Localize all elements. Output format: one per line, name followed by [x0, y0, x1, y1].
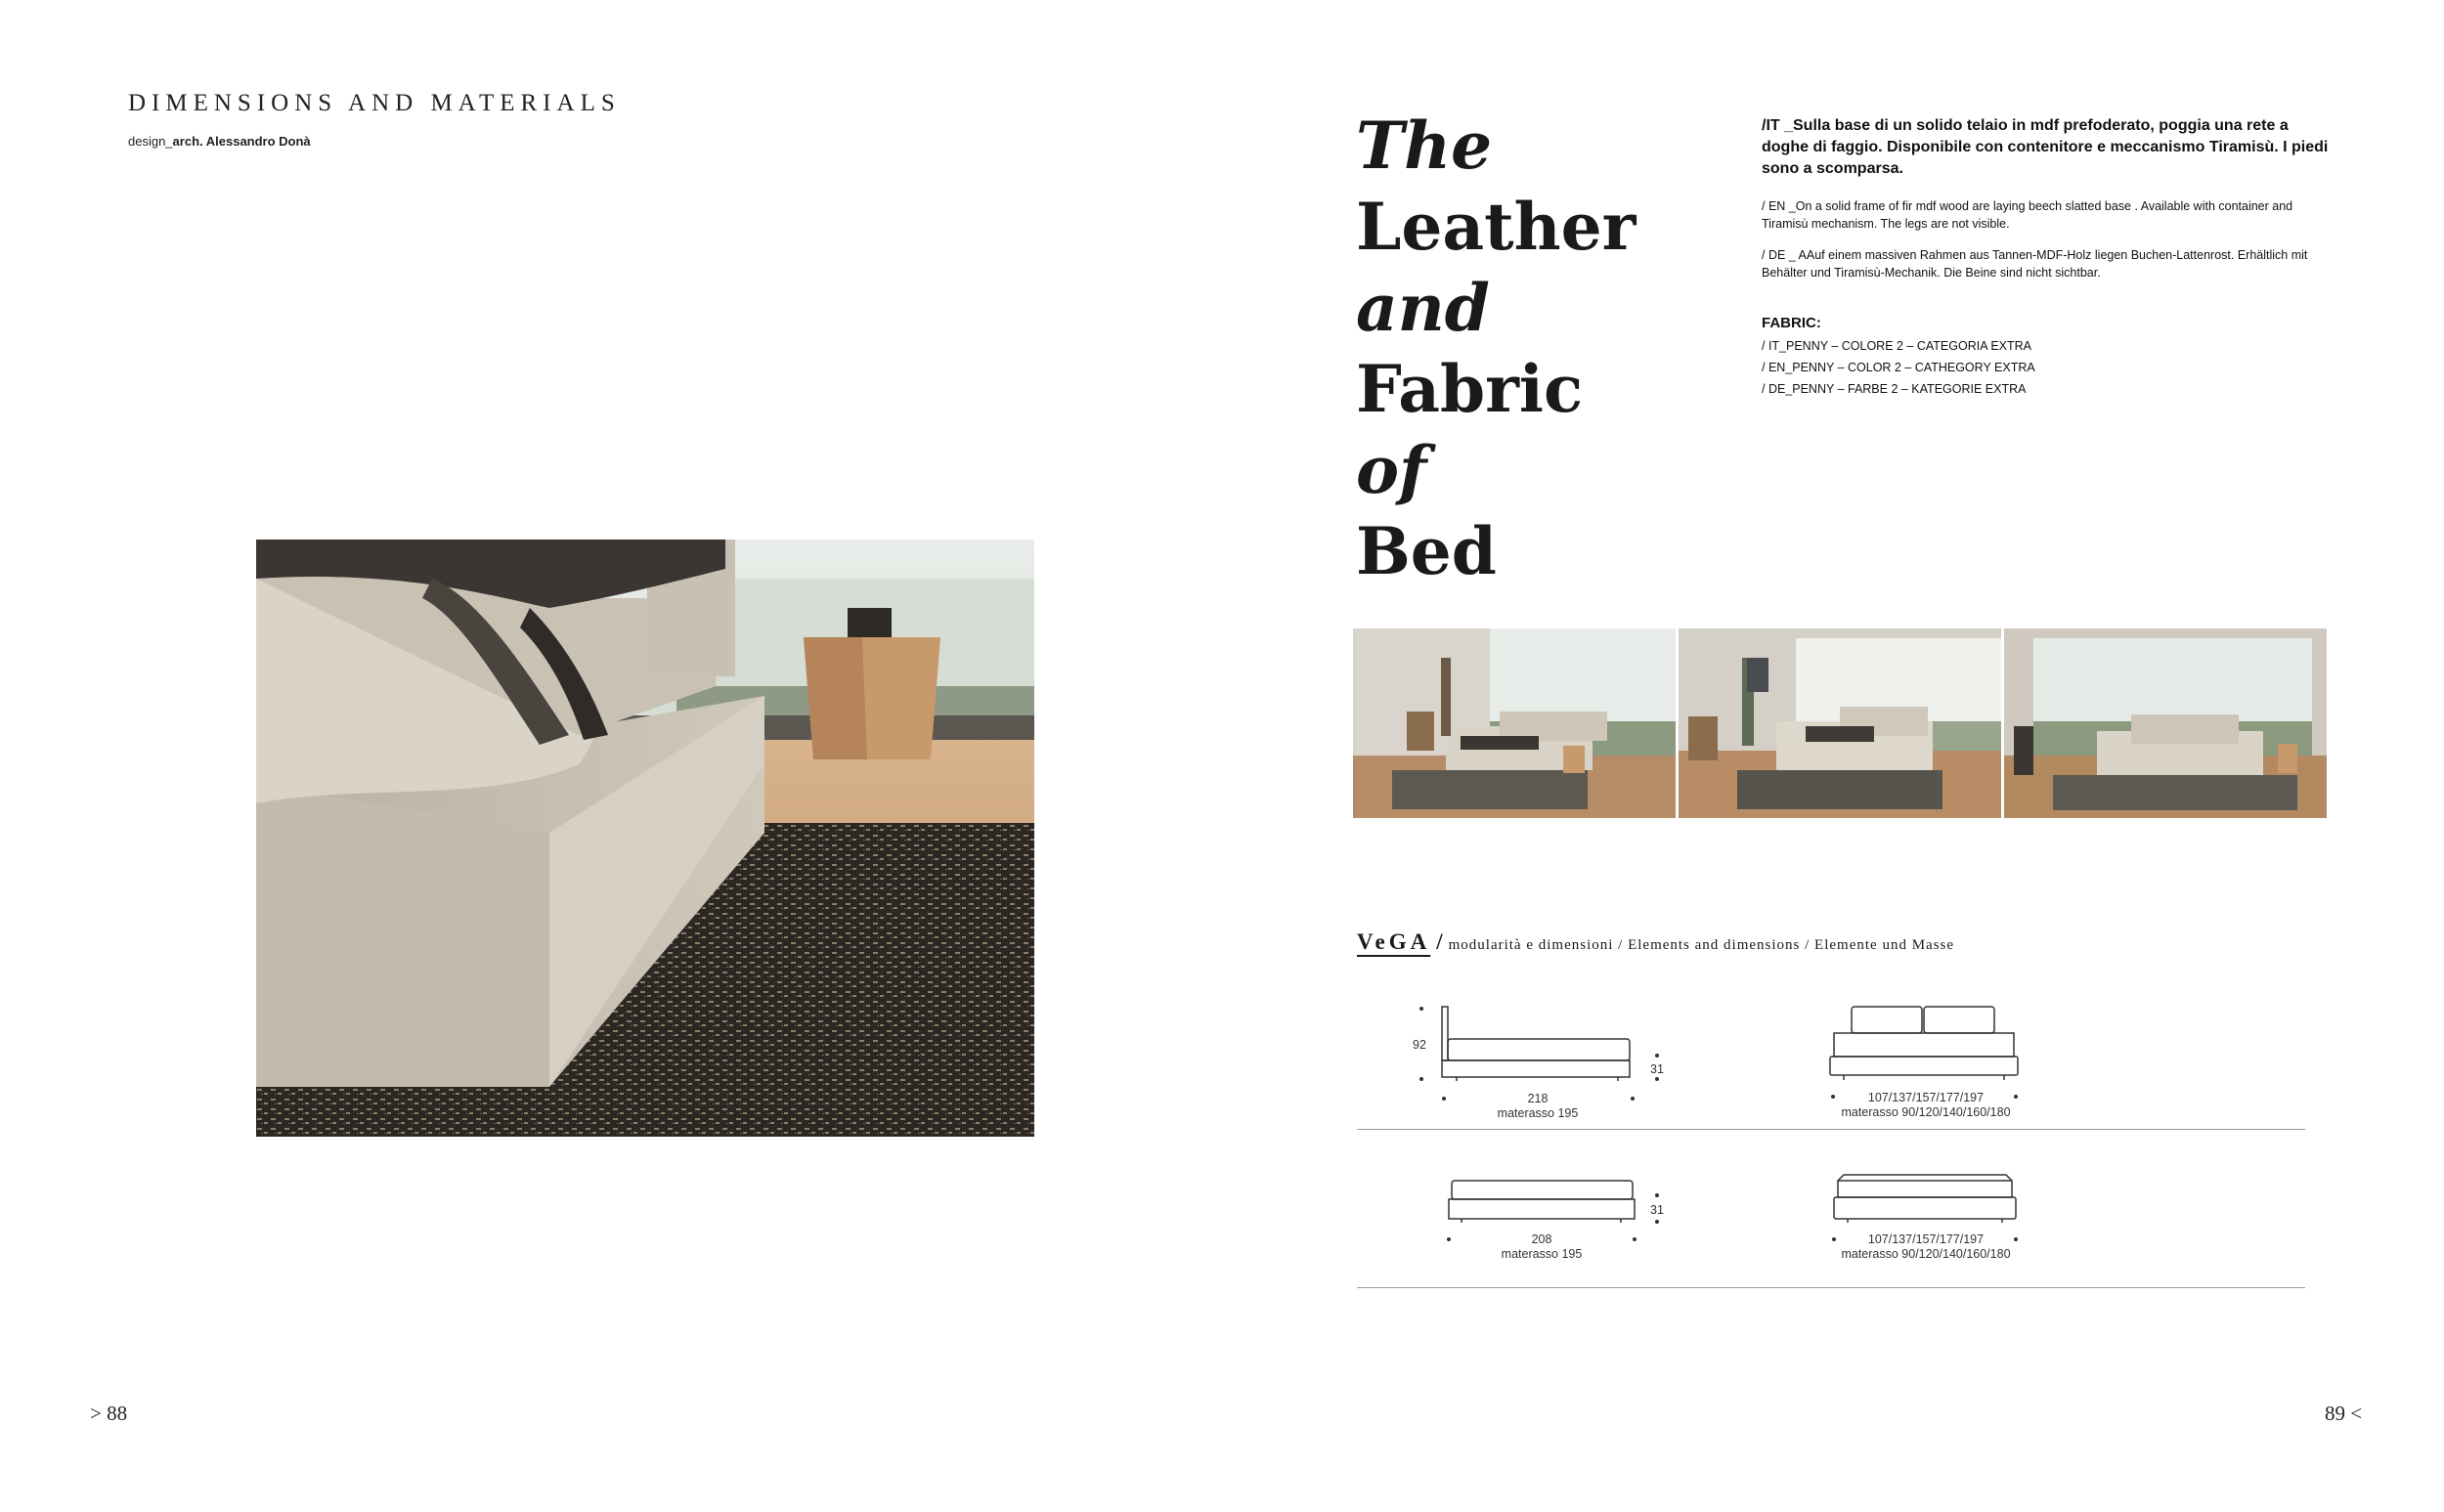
title-line: Fabric — [1356, 351, 1584, 427]
title-line: Bed — [1356, 513, 1497, 589]
dimensions-heading — [1357, 929, 1954, 955]
mattress-width-label: materasso 90/120/140/160/180 — [1841, 1105, 2011, 1119]
bed-detail-photo — [256, 540, 1034, 1137]
design-prefix: design_ — [128, 134, 173, 149]
page-number-left: > 88 — [90, 1402, 128, 1425]
room-photo — [1353, 628, 1676, 818]
base-height-label: 31 — [1650, 1062, 1664, 1076]
length-label: 208 — [1531, 1232, 1552, 1246]
side-view-drawing-low — [1398, 1163, 1691, 1271]
title-line: The — [1356, 108, 1493, 184]
heading-slash: / — [1436, 929, 1443, 954]
row-divider — [1357, 1129, 2305, 1130]
description-english: / EN _On a solid frame of fir mdf wood are laying beech slatted base . Available with container and Tiramisù mechanism. The legs are not visible. — [1762, 199, 2293, 231]
title-line: of — [1356, 432, 1427, 508]
front-view-drawing-tall — [1809, 997, 2092, 1124]
width-options-label: 107/137/157/177/197 — [1867, 1091, 1985, 1104]
designer-name: arch. Alessandro Donà — [172, 134, 311, 149]
base-height-label: 31 — [1650, 1203, 1664, 1217]
room-photo — [2004, 628, 2327, 818]
row-divider — [1357, 1287, 2305, 1288]
page-number-right: 89 < — [2325, 1402, 2363, 1425]
title-line: Leather — [1356, 189, 1637, 265]
fabric-line: / DE_PENNY – FARBE 2 – KATEGORIE EXTRA — [1762, 382, 2027, 396]
product-description — [1762, 115, 2329, 400]
room-photo-strip — [1353, 628, 2327, 818]
section-title: DIMENSIONS AND MATERIALS — [128, 90, 621, 116]
product-name: VeGA — [1357, 929, 1431, 954]
fabric-heading: FABRIC: — [1762, 315, 1821, 331]
height-label: 92 — [1413, 1038, 1426, 1052]
front-view-drawing-low — [1809, 1163, 2092, 1271]
page-title — [1356, 106, 1688, 592]
length-label: 218 — [1527, 1092, 1549, 1105]
mattress-width-label: materasso 90/120/140/160/180 — [1841, 1247, 2011, 1261]
description-italian: /IT _Sulla base di un solido telaio in mdf prefoderato, poggia una rete a doghe di faggio. Disponibile con contenitore e meccanismo Tiramisù. I piedi sono a scomparsa. — [1762, 117, 2329, 177]
dimensions-subtitle: modularità e dimensioni / Elements and dimensions / Elemente und Masse — [1448, 937, 1955, 953]
width-options-label: 107/137/157/177/197 — [1867, 1232, 1985, 1246]
title-line: and — [1356, 270, 1490, 346]
description-german: / DE _ AAuf einem massiven Rahmen aus Tannen-MDF-Holz liegen Buchen-Lattenrost. Erhältlich mit Behälter und Tiramisù-Mechanik. Die Beine sind nicht sichtbar. — [1762, 248, 2308, 280]
mattress-length-label: materasso 195 — [1497, 1106, 1579, 1120]
mattress-length-label: materasso 195 — [1501, 1247, 1583, 1261]
room-photo — [1679, 628, 2001, 818]
side-view-drawing-tall — [1398, 997, 1691, 1124]
design-credit — [128, 134, 311, 149]
fabric-line: / IT_PENNY – COLORE 2 – CATEGORIA EXTRA — [1762, 339, 2032, 353]
fabric-line: / EN_PENNY – COLOR 2 – CATHEGORY EXTRA — [1762, 361, 2035, 374]
